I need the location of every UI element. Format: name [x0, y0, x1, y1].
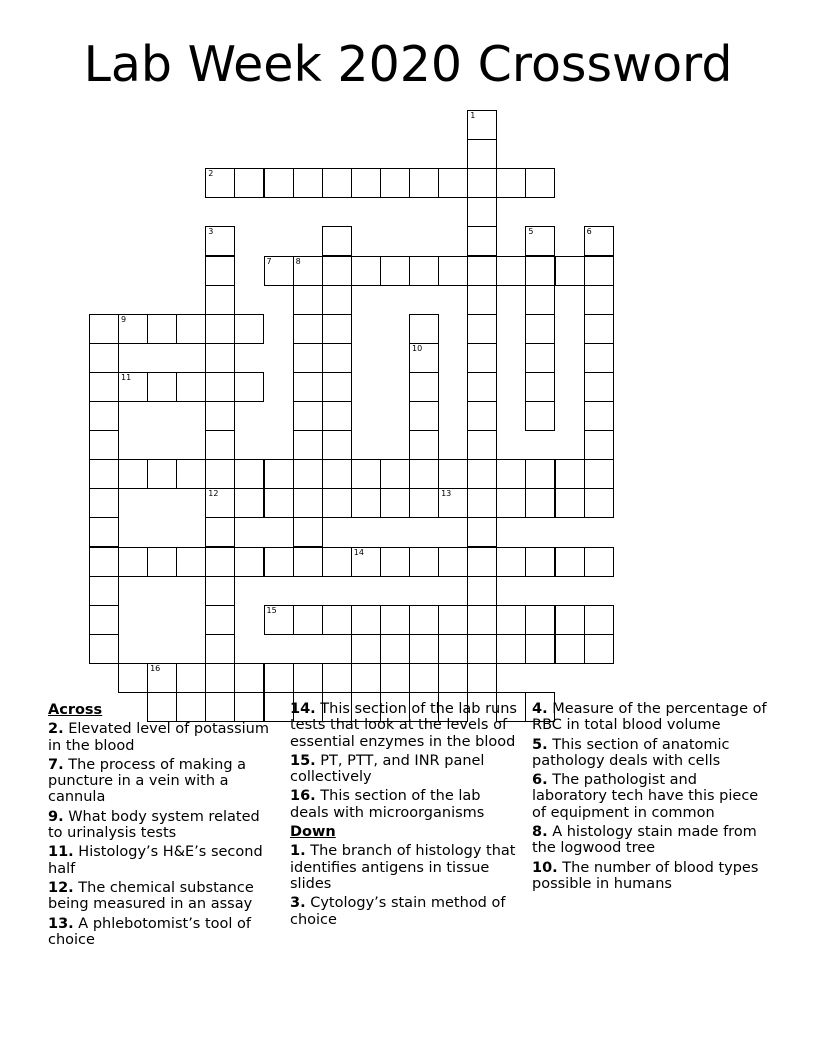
grid-cell[interactable]	[293, 517, 323, 547]
grid-cell[interactable]	[467, 110, 497, 140]
clue-across-9	[48, 809, 270, 842]
grid-cell[interactable]	[234, 459, 264, 489]
clue-number: 4.	[532, 701, 548, 717]
grid-cell[interactable]	[89, 459, 119, 489]
clue-across-13	[48, 916, 270, 949]
clue-text: Elevated level of potassium in the blood	[48, 721, 269, 754]
clue-text: Histology’s H&E’s second half	[48, 844, 263, 877]
clue-text: The branch of histology that identifies antigens in tissue slides	[290, 843, 516, 892]
clue-text: The pathologist and laboratory tech have this piece of equipment in common	[532, 772, 759, 821]
grid-cell[interactable]	[205, 663, 235, 693]
grid-cell[interactable]	[234, 663, 264, 693]
clue-down-8	[532, 824, 772, 857]
grid-cell[interactable]	[293, 372, 323, 402]
grid-cell[interactable]	[147, 314, 177, 344]
clue-number-label: 8	[295, 256, 301, 266]
grid-cell[interactable]	[584, 547, 614, 577]
clue-text: This section of anatomic pathology deals with cells	[532, 736, 730, 769]
clue-number: 12.	[48, 879, 74, 896]
grid-cell[interactable]	[176, 547, 206, 577]
clue-number: 5.	[532, 736, 548, 753]
grid-cell[interactable]	[409, 663, 439, 693]
clue-number-label: 15	[266, 605, 277, 615]
grid-cell[interactable]	[525, 343, 555, 373]
grid-cell[interactable]	[467, 488, 497, 518]
grid-cell[interactable]	[293, 343, 323, 373]
clue-down-3	[290, 895, 518, 928]
clue-down-4	[532, 701, 772, 734]
clue-number: 9.	[48, 808, 64, 825]
grid-cell[interactable]	[409, 547, 439, 577]
clue-number-label: 14	[353, 547, 364, 557]
grid-cell[interactable]	[234, 488, 264, 518]
clues-column-1	[48, 701, 270, 951]
grid-cell[interactable]	[322, 547, 352, 577]
clue-number-label: 10	[412, 343, 423, 353]
grid-cell[interactable]	[205, 314, 235, 344]
clue-number-label: 6	[586, 227, 592, 237]
grid-cell[interactable]	[380, 605, 410, 635]
clue-number: 14.	[290, 701, 316, 717]
grid-cell[interactable]	[89, 314, 119, 344]
across-heading: Across	[48, 702, 103, 718]
grid-cell[interactable]	[380, 547, 410, 577]
grid-cell[interactable]	[147, 372, 177, 402]
grid-cell[interactable]	[467, 430, 497, 460]
grid-cell[interactable]	[205, 459, 235, 489]
grid-cell[interactable]	[293, 430, 323, 460]
clue-number-label: 13	[441, 489, 452, 499]
grid-cell[interactable]	[380, 634, 410, 664]
grid-cell[interactable]	[496, 488, 526, 518]
clue-number-label: 5	[528, 227, 534, 237]
grid-cell[interactable]	[322, 256, 352, 286]
grid-cell[interactable]	[467, 314, 497, 344]
grid-cell[interactable]	[322, 372, 352, 402]
grid-cell[interactable]	[89, 576, 119, 606]
grid-cell[interactable]	[467, 285, 497, 315]
clue-number: 2.	[48, 721, 64, 738]
grid-cell[interactable]	[467, 226, 497, 256]
grid-cell[interactable]	[438, 488, 468, 518]
grid-cell[interactable]	[205, 634, 235, 664]
grid-cell[interactable]	[293, 285, 323, 315]
clue-number: 16.	[290, 788, 316, 805]
grid-cell[interactable]	[322, 663, 352, 693]
clue-across-16	[290, 788, 518, 821]
clue-text: A histology stain made from the logwood tree	[532, 824, 757, 857]
clue-number-label: 3	[208, 227, 214, 237]
clue-across-14	[290, 701, 518, 750]
grid-cell[interactable]	[467, 605, 497, 635]
grid-cell[interactable]	[293, 459, 323, 489]
grid-cell[interactable]	[205, 285, 235, 315]
grid-cell[interactable]	[467, 576, 497, 606]
grid-cell[interactable]	[467, 663, 497, 693]
clue-text: This section of the lab runs tests that look at the levels of essential enzymes in the blood	[290, 701, 517, 750]
grid-cell[interactable]	[205, 605, 235, 635]
grid-cell[interactable]	[409, 343, 439, 373]
grid-cell[interactable]	[176, 314, 206, 344]
grid-cell[interactable]	[176, 459, 206, 489]
grid-cell[interactable]	[89, 343, 119, 373]
grid-cell[interactable]	[118, 459, 148, 489]
grid-cell[interactable]	[409, 401, 439, 431]
grid-cell[interactable]	[584, 285, 614, 315]
clue-number: 8.	[532, 824, 548, 841]
grid-cell[interactable]	[89, 401, 119, 431]
grid-cell[interactable]	[264, 663, 294, 693]
clue-text: PT, PTT, and INR panel collectively	[290, 752, 485, 786]
clue-number: 1.	[290, 843, 306, 860]
clue-text: This section of the lab deals with microorganisms	[290, 788, 485, 821]
grid-cell[interactable]	[584, 459, 614, 489]
clue-number-label: 11	[121, 372, 132, 382]
clue-text: Cytology’s stain method of choice	[290, 895, 506, 928]
grid-cell[interactable]	[525, 314, 555, 344]
grid-cell[interactable]	[525, 226, 555, 256]
grid-cell[interactable]	[147, 547, 177, 577]
grid-cell[interactable]	[351, 634, 381, 664]
grid-cell[interactable]	[584, 430, 614, 460]
grid-cell[interactable]	[438, 168, 468, 198]
grid-cell[interactable]	[322, 488, 352, 518]
grid-cell[interactable]	[584, 401, 614, 431]
grid-cell[interactable]	[322, 285, 352, 315]
grid-cell[interactable]	[584, 226, 614, 256]
grid-cell[interactable]	[205, 256, 235, 286]
grid-cell[interactable]	[555, 634, 585, 664]
grid-cell[interactable]	[205, 517, 235, 547]
grid-cell[interactable]	[438, 605, 468, 635]
clue-number-label: 7	[266, 256, 272, 266]
grid-cell[interactable]	[525, 547, 555, 577]
grid-cell[interactable]	[409, 459, 439, 489]
grid-cell[interactable]	[584, 343, 614, 373]
clue-across-15	[290, 753, 518, 786]
grid-cell[interactable]	[525, 605, 555, 635]
clue-text: The number of blood types possible in humans	[532, 859, 759, 892]
grid-cell[interactable]	[438, 459, 468, 489]
grid-cell[interactable]	[467, 401, 497, 431]
grid-cell[interactable]	[409, 488, 439, 518]
grid-cell[interactable]	[351, 547, 381, 577]
grid-cell[interactable]	[525, 285, 555, 315]
grid-cell[interactable]	[351, 256, 381, 286]
clue-number: 15.	[290, 752, 316, 769]
grid-cell[interactable]	[496, 256, 526, 286]
grid-cell[interactable]	[496, 459, 526, 489]
grid-cell[interactable]	[409, 605, 439, 635]
grid-cell[interactable]	[525, 168, 555, 198]
clue-number: 11.	[48, 844, 74, 861]
grid-cell[interactable]	[351, 168, 381, 198]
grid-cell[interactable]	[264, 605, 294, 635]
grid-cell[interactable]	[496, 168, 526, 198]
grid-cell[interactable]	[322, 430, 352, 460]
grid-cell[interactable]	[205, 226, 235, 256]
clue-number-label: 1	[470, 111, 476, 120]
grid-cell[interactable]	[293, 605, 323, 635]
grid-cell[interactable]	[380, 488, 410, 518]
grid-cell[interactable]	[293, 314, 323, 344]
grid-cell[interactable]	[409, 430, 439, 460]
grid-cell[interactable]	[264, 547, 294, 577]
grid-cell[interactable]	[89, 547, 119, 577]
grid-cell[interactable]	[234, 372, 264, 402]
clue-number-label: 2	[208, 169, 214, 179]
grid-cell[interactable]	[322, 459, 352, 489]
grid-cell[interactable]	[525, 256, 555, 286]
grid-cell[interactable]	[322, 605, 352, 635]
clue-across-2	[48, 721, 270, 754]
grid-cell[interactable]	[555, 547, 585, 577]
grid-cell[interactable]	[467, 372, 497, 402]
grid-cell[interactable]	[467, 197, 497, 227]
clue-number-label: 12	[208, 489, 219, 499]
page-title: Lab Week 2020 Crossword	[83, 36, 733, 93]
clue-number: 13.	[48, 915, 74, 932]
grid-cell[interactable]	[205, 168, 235, 198]
grid-cell[interactable]	[525, 401, 555, 431]
grid-cell[interactable]	[234, 168, 264, 198]
grid-cell[interactable]	[555, 488, 585, 518]
grid-cell[interactable]	[409, 372, 439, 402]
grid-cell[interactable]	[293, 663, 323, 693]
clue-across-12	[48, 880, 270, 913]
clue-text: Measure of the percentage of RBC in total blood volume	[532, 701, 767, 734]
grid-cell[interactable]	[205, 401, 235, 431]
grid-cell[interactable]	[525, 634, 555, 664]
clue-text: The chemical substance being measured in an assay	[48, 879, 254, 913]
grid-cell[interactable]	[467, 517, 497, 547]
grid-cell[interactable]	[147, 459, 177, 489]
grid-cell[interactable]	[89, 372, 119, 402]
grid-cell[interactable]	[89, 605, 119, 635]
grid-cell[interactable]	[118, 547, 148, 577]
down-heading: Down	[290, 824, 336, 841]
grid-cell[interactable]	[555, 605, 585, 635]
grid-cell[interactable]	[496, 547, 526, 577]
grid-cell[interactable]	[467, 256, 497, 286]
grid-cell[interactable]	[584, 256, 614, 286]
grid-cell[interactable]	[584, 488, 614, 518]
grid-cell[interactable]	[205, 372, 235, 402]
grid-cell[interactable]	[89, 488, 119, 518]
grid-cell[interactable]	[264, 488, 294, 518]
grid-cell[interactable]	[467, 343, 497, 373]
grid-cell[interactable]	[118, 372, 148, 402]
grid-cell[interactable]	[525, 372, 555, 402]
grid-cell[interactable]	[293, 488, 323, 518]
clue-number-label: 16	[150, 663, 161, 673]
grid-cell[interactable]	[438, 547, 468, 577]
grid-cell[interactable]	[409, 314, 439, 344]
grid-cell[interactable]	[264, 459, 294, 489]
grid-cell[interactable]	[409, 168, 439, 198]
grid-cell[interactable]	[322, 343, 352, 373]
clue-text: The process of making a puncture in a vein with a cannula	[48, 756, 247, 806]
grid-cell[interactable]	[525, 459, 555, 489]
clue-text: A phlebotomist’s tool of choice	[48, 915, 252, 948]
grid-cell[interactable]	[467, 168, 497, 198]
clue-number: 6.	[532, 772, 548, 789]
grid-cell[interactable]	[467, 139, 497, 169]
grid-cell[interactable]	[496, 634, 526, 664]
grid-cell[interactable]	[234, 547, 264, 577]
grid-cell[interactable]	[380, 459, 410, 489]
grid-cell[interactable]	[584, 372, 614, 402]
clues-column-2	[290, 701, 518, 931]
grid-cell[interactable]	[293, 168, 323, 198]
grid-cell[interactable]	[89, 634, 119, 664]
clue-down-10	[532, 860, 772, 893]
clue-down-1	[290, 843, 518, 892]
clues-column-3	[532, 701, 772, 895]
clue-text: What body system related to urinalysis tests	[48, 808, 260, 842]
grid-cell[interactable]	[351, 663, 381, 693]
grid-cell[interactable]	[322, 314, 352, 344]
grid-cell[interactable]	[89, 517, 119, 547]
grid-cell[interactable]	[176, 663, 206, 693]
grid-cell[interactable]	[205, 488, 235, 518]
clue-across-7	[48, 757, 270, 806]
grid-cell[interactable]	[380, 256, 410, 286]
grid-cell[interactable]	[264, 168, 294, 198]
grid-cell[interactable]	[147, 663, 177, 693]
grid-cell[interactable]	[205, 430, 235, 460]
grid-cell[interactable]	[89, 430, 119, 460]
grid-cell[interactable]	[380, 168, 410, 198]
grid-cell[interactable]	[205, 576, 235, 606]
grid-cell[interactable]	[264, 256, 294, 286]
grid-cell[interactable]	[496, 605, 526, 635]
clue-number-label: 9	[121, 314, 127, 324]
grid-cell[interactable]	[322, 226, 352, 256]
grid-cell[interactable]	[467, 459, 497, 489]
grid-cell[interactable]	[555, 256, 585, 286]
grid-cell[interactable]	[234, 314, 264, 344]
grid-cell[interactable]	[438, 663, 468, 693]
grid-cell[interactable]	[351, 459, 381, 489]
grid-cell[interactable]	[467, 547, 497, 577]
clue-down-6	[532, 772, 772, 821]
grid-cell[interactable]	[176, 372, 206, 402]
grid-cell[interactable]	[409, 256, 439, 286]
grid-cell[interactable]	[525, 488, 555, 518]
grid-cell[interactable]	[467, 634, 497, 664]
grid-cell[interactable]	[380, 663, 410, 693]
grid-cell[interactable]	[205, 343, 235, 373]
clue-number: 7.	[48, 756, 64, 773]
grid-cell[interactable]	[293, 547, 323, 577]
grid-cell[interactable]	[118, 663, 148, 693]
grid-cell[interactable]	[293, 401, 323, 431]
clue-number: 10.	[532, 859, 558, 876]
grid-cell[interactable]	[205, 547, 235, 577]
grid-cell[interactable]	[351, 605, 381, 635]
grid-cell[interactable]	[584, 634, 614, 664]
grid-cell[interactable]	[438, 634, 468, 664]
clue-number: 3.	[290, 895, 306, 912]
grid-cell[interactable]	[409, 634, 439, 664]
grid-cell[interactable]	[555, 459, 585, 489]
grid-cell[interactable]	[322, 168, 352, 198]
clue-down-5	[532, 737, 772, 770]
grid-cell[interactable]	[584, 314, 614, 344]
grid-cell[interactable]	[351, 488, 381, 518]
grid-cell[interactable]	[438, 256, 468, 286]
grid-cell[interactable]	[118, 314, 148, 344]
grid-cell[interactable]	[584, 605, 614, 635]
grid-cell[interactable]	[322, 401, 352, 431]
clue-across-11	[48, 844, 270, 877]
grid-cell[interactable]	[293, 256, 323, 286]
